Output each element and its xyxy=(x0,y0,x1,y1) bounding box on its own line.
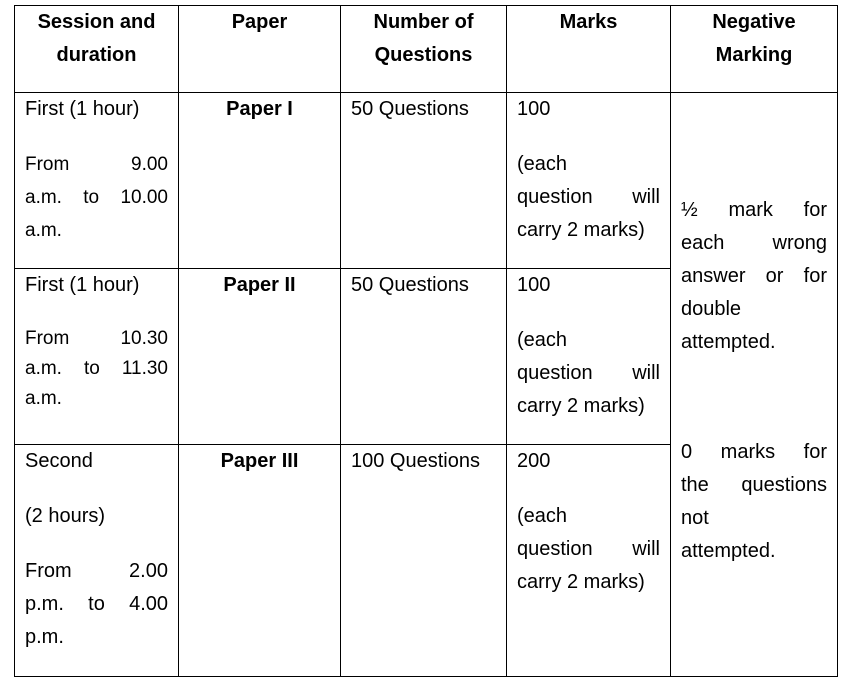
session-cell xyxy=(15,93,179,269)
header-questions-line2: Questions xyxy=(374,44,473,66)
session-time xyxy=(25,555,168,654)
negative-line: 0 marks for xyxy=(681,440,827,463)
header-negative-marking xyxy=(671,6,838,93)
header-marks xyxy=(507,6,671,93)
questions-cell xyxy=(341,93,507,269)
header-number-of-questions xyxy=(341,6,507,93)
header-paper-line1: Paper xyxy=(231,11,288,33)
questions-cell xyxy=(341,445,507,677)
time-line: From 10.30 xyxy=(25,328,168,349)
negative-line: double xyxy=(681,297,742,320)
time-line: p.m. xyxy=(25,626,64,648)
marks-note-line: question will xyxy=(517,186,660,208)
header-negative-line1: Negative xyxy=(712,11,796,33)
marks-cell xyxy=(507,445,671,677)
question-count: 50 Questions xyxy=(351,274,469,296)
time-line: a.m. to 10.00 xyxy=(25,187,168,208)
marks-cell xyxy=(507,269,671,445)
marks-note-line: question will xyxy=(517,538,660,560)
marks-note xyxy=(517,324,660,423)
time-line: a.m. xyxy=(25,220,62,241)
negative-marking-rule-unattempted xyxy=(671,436,837,568)
questions-cell xyxy=(341,269,507,445)
negative-marking-rule-wrong xyxy=(671,194,837,359)
negative-line: each wrong xyxy=(681,231,827,254)
marks-note-line: (each xyxy=(517,505,568,527)
header-row xyxy=(15,6,838,93)
marks-note-line: carry 2 marks) xyxy=(517,395,645,417)
session-time xyxy=(25,148,168,247)
session-title: First (1 hour) xyxy=(25,274,140,296)
session-time xyxy=(25,324,168,414)
exam-schedule-table xyxy=(14,5,838,677)
question-count: 100 Questions xyxy=(351,450,480,472)
question-count: 50 Questions xyxy=(351,98,469,120)
header-paper xyxy=(179,6,341,93)
header-negative-line2: Marking xyxy=(715,44,793,66)
header-questions-line1: Number of xyxy=(373,11,474,33)
paper-cell xyxy=(179,445,341,677)
marks-note-line: question will xyxy=(517,362,660,384)
marks-note-line: carry 2 marks) xyxy=(517,219,645,241)
time-line: p.m. to 4.00 xyxy=(25,593,168,615)
negative-line: the questions xyxy=(681,473,827,496)
negative-line: answer or for xyxy=(681,264,827,287)
negative-marking-cell xyxy=(671,93,838,677)
time-line: From 2.00 xyxy=(25,560,168,582)
paper-name: Paper III xyxy=(220,450,299,472)
negative-line: attempted. xyxy=(681,330,776,353)
marks-note-line: carry 2 marks) xyxy=(517,571,645,593)
marks-value: 100 xyxy=(517,98,551,120)
header-session-line2: duration xyxy=(56,44,137,66)
marks-note xyxy=(517,148,660,247)
negative-line: ½ mark for xyxy=(681,198,827,221)
paper-cell xyxy=(179,269,341,445)
marks-note-line: (each xyxy=(517,329,568,351)
negative-line: attempted. xyxy=(681,539,776,562)
session-title: First (1 hour) xyxy=(25,98,140,120)
header-session-duration xyxy=(15,6,179,93)
marks-value: 100 xyxy=(517,274,551,296)
time-line: a.m. to 11.30 xyxy=(25,358,168,379)
header-marks-line1: Marks xyxy=(559,11,618,33)
marks-value: 200 xyxy=(517,450,551,472)
session-subtitle: (2 hours) xyxy=(25,505,106,527)
session-cell xyxy=(15,445,179,677)
paper-name: Paper I xyxy=(226,98,293,120)
table-row xyxy=(15,93,838,269)
time-line: a.m. xyxy=(25,388,62,409)
paper-name: Paper II xyxy=(223,274,296,296)
negative-line: not xyxy=(681,506,709,529)
marks-note-line: (each xyxy=(517,153,568,175)
header-session-line1: Session and xyxy=(37,11,156,33)
paper-cell xyxy=(179,93,341,269)
session-cell xyxy=(15,269,179,445)
marks-note xyxy=(517,500,660,599)
marks-cell xyxy=(507,93,671,269)
time-line: From 9.00 xyxy=(25,154,168,175)
session-title: Second xyxy=(25,450,93,472)
